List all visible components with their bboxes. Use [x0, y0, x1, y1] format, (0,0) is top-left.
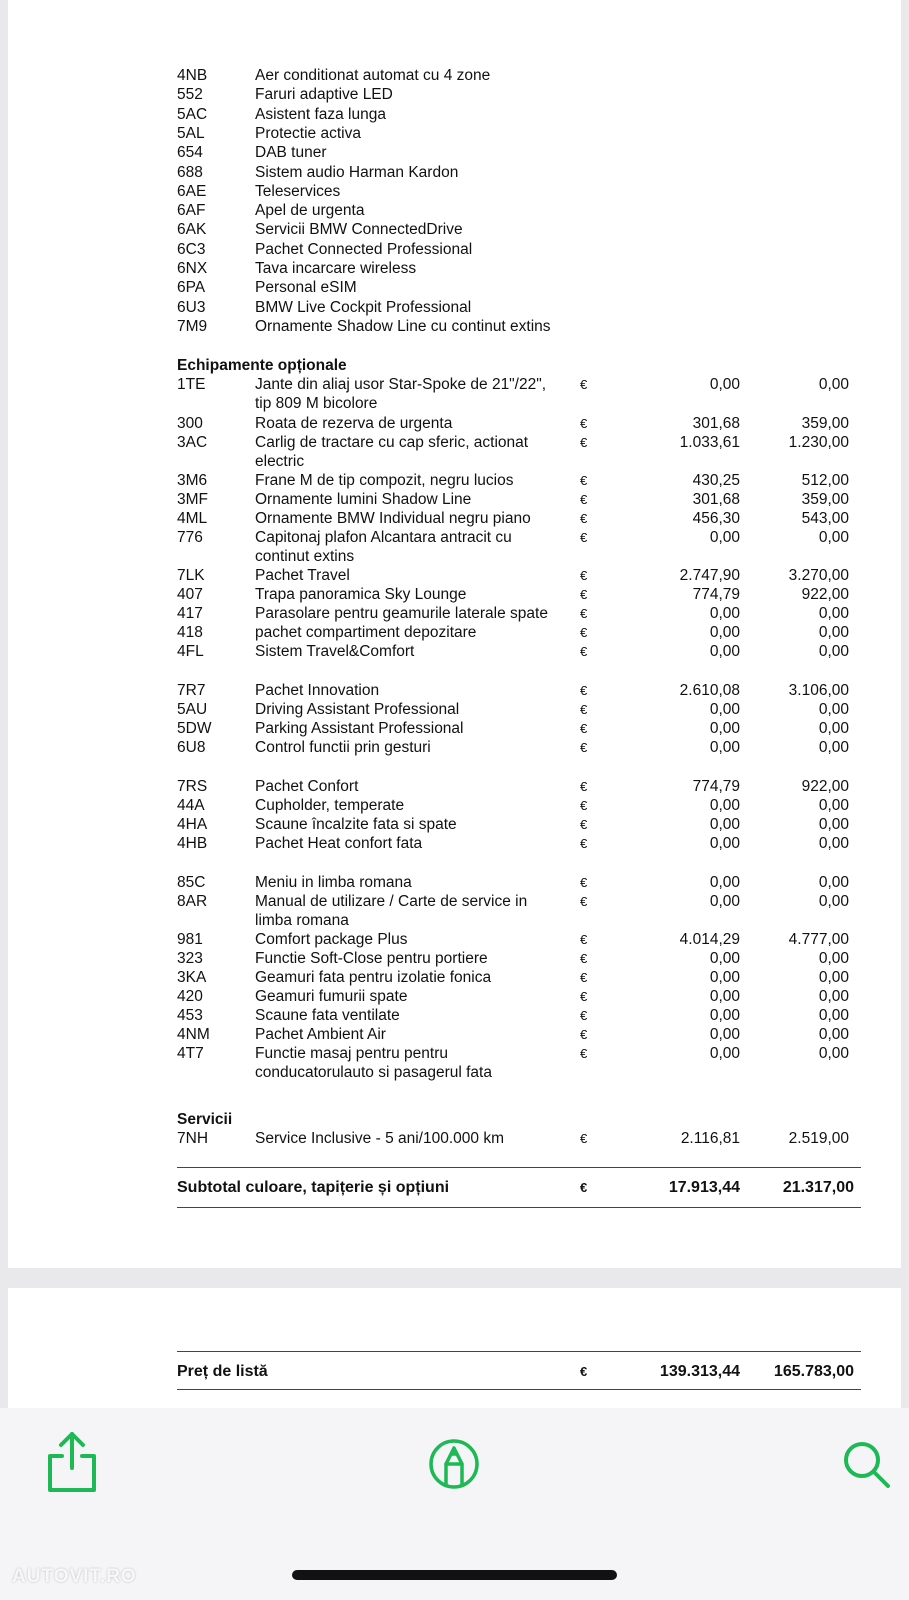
- subtotal-bottom-rule: [177, 1207, 861, 1208]
- standard-item-code: 7M9: [177, 318, 208, 335]
- option-price-gross: 0,00: [818, 624, 849, 641]
- option-currency: €: [580, 875, 588, 890]
- option-price-gross: 922,00: [801, 778, 849, 795]
- option-currency: €: [580, 377, 588, 392]
- option-price-net: 301,68: [692, 415, 740, 432]
- option-price-gross: 0,00: [818, 376, 849, 393]
- share-icon[interactable]: [44, 1430, 100, 1494]
- listprice-top-rule: [177, 1351, 861, 1352]
- list-price-currency: €: [580, 1364, 588, 1379]
- option-currency: €: [580, 683, 588, 698]
- option-price-net: 0,00: [709, 893, 740, 910]
- option-description: Jante din aliaj usor Star-Spoke de 21"/22",: [255, 376, 547, 393]
- option-description: Sistem Travel&Comfort: [255, 643, 415, 660]
- option-price-gross: 922,00: [801, 586, 849, 603]
- option-code: 3MF: [177, 491, 208, 508]
- standard-item-description: Apel de urgenta: [255, 202, 365, 219]
- watermark: AUTOVIT.RO: [12, 1566, 137, 1587]
- option-currency: €: [580, 932, 588, 947]
- option-description: Manual de utilizare / Carte de service in: [255, 893, 528, 910]
- option-currency: €: [580, 492, 588, 507]
- option-currency: €: [580, 951, 588, 966]
- option-description-continued: tip 809 M bicolore: [255, 395, 378, 412]
- option-price-net: 0,00: [709, 835, 740, 852]
- option-price-net: 0,00: [709, 376, 740, 393]
- option-code: 4NM: [177, 1026, 210, 1043]
- option-currency: €: [580, 587, 588, 602]
- option-price-net: 2.747,90: [679, 567, 740, 584]
- subtotal-label: Subtotal culoare, tapițerie și opțiuni: [177, 1179, 450, 1196]
- option-price-gross: 0,00: [818, 797, 849, 814]
- services-heading: Servicii: [177, 1111, 233, 1128]
- option-code: 7LK: [177, 567, 205, 584]
- option-description: Geamuri fumurii spate: [255, 988, 408, 1005]
- standard-item-code: 552: [177, 86, 203, 103]
- service-description: Service Inclusive - 5 ani/100.000 km: [255, 1130, 504, 1147]
- option-price-gross: 0,00: [818, 1007, 849, 1024]
- search-icon[interactable]: [842, 1440, 892, 1492]
- standard-item-description: Aer conditionat automat cu 4 zone: [255, 67, 491, 84]
- option-price-gross: 0,00: [818, 835, 849, 852]
- optional-equipment-heading: Echipamente opționale: [177, 357, 347, 374]
- option-price-gross: 0,00: [818, 1045, 849, 1062]
- option-price-net: 774,79: [692, 586, 740, 603]
- option-code: 4HA: [177, 816, 208, 833]
- option-price-net: 0,00: [709, 1026, 740, 1043]
- option-price-gross: 1.230,00: [788, 434, 849, 451]
- option-code: 3M6: [177, 472, 208, 489]
- option-code: 776: [177, 529, 203, 546]
- option-currency: €: [580, 989, 588, 1004]
- option-price-gross: 0,00: [818, 701, 849, 718]
- standard-item-description: Protectie activa: [255, 125, 361, 142]
- service-currency: €: [580, 1131, 588, 1146]
- option-price-gross: 0,00: [818, 529, 849, 546]
- option-currency: €: [580, 779, 588, 794]
- option-description: Ornamente lumini Shadow Line: [255, 491, 472, 508]
- listprice-bottom-rule: [177, 1389, 861, 1390]
- option-code: 3KA: [177, 969, 207, 986]
- standard-item-code: 688: [177, 164, 203, 181]
- option-price-net: 0,00: [709, 739, 740, 756]
- option-code: 44A: [177, 797, 205, 814]
- standard-item-description: Pachet Connected Professional: [255, 241, 473, 258]
- option-code: 420: [177, 988, 203, 1005]
- option-price-gross: 359,00: [801, 415, 849, 432]
- option-price-gross: 359,00: [801, 491, 849, 508]
- option-description: Ornamente BMW Individual negru piano: [255, 510, 531, 527]
- option-code: 5AU: [177, 701, 208, 718]
- option-price-net: 0,00: [709, 1007, 740, 1024]
- standard-item-code: 654: [177, 144, 203, 161]
- option-price-gross: 0,00: [818, 950, 849, 967]
- option-price-net: 0,00: [709, 950, 740, 967]
- option-code: 407: [177, 586, 203, 603]
- option-price-net: 1.033,61: [679, 434, 740, 451]
- option-code: 4HB: [177, 835, 208, 852]
- list-price-net: 139.313,44: [659, 1363, 740, 1380]
- standard-item-code: 6AE: [177, 183, 207, 200]
- home-indicator[interactable]: [292, 1570, 617, 1580]
- option-description: Scaune fata ventilate: [255, 1007, 400, 1024]
- option-currency: €: [580, 702, 588, 717]
- option-currency: €: [580, 798, 588, 813]
- option-price-net: 301,68: [692, 491, 740, 508]
- option-price-gross: 0,00: [818, 874, 849, 891]
- option-code: 4T7: [177, 1045, 204, 1062]
- option-code: 3AC: [177, 434, 208, 451]
- standard-item-code: 6NX: [177, 260, 208, 277]
- option-description: Parasolare pentru geamurile laterale spate: [255, 605, 548, 622]
- option-currency: €: [580, 568, 588, 583]
- option-currency: €: [580, 625, 588, 640]
- option-code: 1TE: [177, 376, 206, 393]
- standard-item-description: Teleservices: [255, 183, 341, 200]
- option-price-gross: 3.270,00: [788, 567, 849, 584]
- option-code: 7RS: [177, 778, 208, 795]
- option-currency: €: [580, 530, 588, 545]
- option-description: Functie Soft-Close pentru portiere: [255, 950, 488, 967]
- option-description-continued: continut extins: [255, 548, 355, 565]
- subtotal-currency: €: [580, 1180, 588, 1195]
- option-price-gross: 4.777,00: [788, 931, 849, 948]
- service-code: 7NH: [177, 1130, 209, 1147]
- option-price-gross: 0,00: [818, 720, 849, 737]
- standard-item-description: Servicii BMW ConnectedDrive: [255, 221, 463, 238]
- option-price-gross: 0,00: [818, 643, 849, 660]
- standard-item-description: Faruri adaptive LED: [255, 86, 393, 103]
- option-price-net: 0,00: [709, 605, 740, 622]
- option-price-gross: 0,00: [818, 605, 849, 622]
- option-code: 417: [177, 605, 203, 622]
- standard-item-description: BMW Live Cockpit Professional: [255, 299, 472, 316]
- option-description: Functie masaj pentru pentru: [255, 1045, 448, 1062]
- markup-pen-icon[interactable]: [428, 1438, 480, 1490]
- option-description: pachet compartiment depozitare: [255, 624, 477, 641]
- standard-item-code: 6AF: [177, 202, 206, 219]
- option-description: Pachet Heat confort fata: [255, 835, 423, 852]
- subtotal-top-rule: [177, 1167, 861, 1168]
- option-price-gross: 0,00: [818, 816, 849, 833]
- option-price-net: 4.014,29: [679, 931, 740, 948]
- option-description: Roata de rezerva de urgenta: [255, 415, 453, 432]
- option-description: Pachet Ambient Air: [255, 1026, 386, 1043]
- option-description: Pachet Confort: [255, 778, 359, 795]
- option-currency: €: [580, 721, 588, 736]
- option-currency: €: [580, 1046, 588, 1061]
- option-currency: €: [580, 416, 588, 431]
- option-description: Pachet Innovation: [255, 682, 380, 699]
- option-price-gross: 3.106,00: [788, 682, 849, 699]
- subtotal-net: 17.913,44: [668, 1179, 740, 1196]
- option-currency: €: [580, 970, 588, 985]
- option-price-net: 0,00: [709, 720, 740, 737]
- option-price-net: 0,00: [709, 797, 740, 814]
- standard-item-code: 6AK: [177, 221, 207, 238]
- option-price-net: 774,79: [692, 778, 740, 795]
- option-price-net: 0,00: [709, 529, 740, 546]
- option-code: 8AR: [177, 893, 208, 910]
- option-code: 300: [177, 415, 203, 432]
- option-price-net: 0,00: [709, 1045, 740, 1062]
- standard-item-code: 5AL: [177, 125, 205, 142]
- option-price-net: 0,00: [709, 701, 740, 718]
- list-price-label: Preț de listă: [177, 1363, 268, 1380]
- option-currency: €: [580, 817, 588, 832]
- option-price-net: 0,00: [709, 624, 740, 641]
- option-currency: €: [580, 740, 588, 755]
- list-price-gross: 165.783,00: [773, 1363, 854, 1380]
- standard-item-code: 6PA: [177, 279, 206, 296]
- option-description: Comfort package Plus: [255, 931, 408, 948]
- option-description-continued: limba romana: [255, 912, 349, 929]
- option-currency: €: [580, 1027, 588, 1042]
- option-code: 6U8: [177, 739, 206, 756]
- option-code: 4FL: [177, 643, 204, 660]
- option-code: 418: [177, 624, 203, 641]
- service-price-gross: 2.519,00: [788, 1130, 849, 1147]
- option-price-net: 0,00: [709, 988, 740, 1005]
- option-description: Pachet Travel: [255, 567, 350, 584]
- option-currency: €: [580, 511, 588, 526]
- option-price-gross: 512,00: [801, 472, 849, 489]
- option-code: 453: [177, 1007, 203, 1024]
- standard-item-description: Tava incarcare wireless: [255, 260, 417, 277]
- option-price-net: 430,25: [692, 472, 740, 489]
- standard-item-code: 6C3: [177, 241, 206, 258]
- option-code: 323: [177, 950, 203, 967]
- option-currency: €: [580, 435, 588, 450]
- option-description: Frane M de tip compozit, negru lucios: [255, 472, 514, 489]
- option-description: Cupholder, temperate: [255, 797, 405, 814]
- option-currency: €: [580, 606, 588, 621]
- option-price-gross: 0,00: [818, 739, 849, 756]
- option-description: Scaune încalzite fata si spate: [255, 816, 457, 833]
- document-page-2: [8, 1288, 901, 1428]
- option-currency: €: [580, 894, 588, 909]
- option-price-gross: 0,00: [818, 969, 849, 986]
- standard-item-description: Personal eSIM: [255, 279, 357, 296]
- option-description: Driving Assistant Professional: [255, 701, 460, 718]
- standard-item-code: 6U3: [177, 299, 206, 316]
- option-description: Geamuri fata pentru izolatie fonica: [255, 969, 492, 986]
- standard-item-description: Ornamente Shadow Line cu continut extins: [255, 318, 551, 335]
- option-price-net: 0,00: [709, 874, 740, 891]
- option-price-gross: 0,00: [818, 893, 849, 910]
- option-currency: €: [580, 644, 588, 659]
- standard-item-description: Asistent faza lunga: [255, 106, 386, 123]
- option-description-continued: electric: [255, 453, 305, 470]
- option-description: Parking Assistant Professional: [255, 720, 464, 737]
- option-code: 4ML: [177, 510, 208, 527]
- service-price-net: 2.116,81: [680, 1130, 740, 1147]
- option-price-gross: 0,00: [818, 1026, 849, 1043]
- option-code: 981: [177, 931, 203, 948]
- option-description: Carlig de tractare cu cap sferic, actionat: [255, 434, 529, 451]
- option-price-net: 0,00: [709, 969, 740, 986]
- standard-item-code: 4NB: [177, 67, 208, 84]
- option-currency: €: [580, 473, 588, 488]
- standard-item-description: DAB tuner: [255, 144, 327, 161]
- option-price-net: 2.610,08: [679, 682, 740, 699]
- option-price-net: 0,00: [709, 643, 740, 660]
- option-description-continued: conducatorulauto si pasagerul fata: [255, 1064, 492, 1081]
- option-currency: €: [580, 836, 588, 851]
- standard-item-description: Sistem audio Harman Kardon: [255, 164, 459, 181]
- option-price-net: 0,00: [709, 816, 740, 833]
- option-code: 5DW: [177, 720, 212, 737]
- subtotal-gross: 21.317,00: [782, 1179, 854, 1196]
- option-description: Meniu in limba romana: [255, 874, 412, 891]
- option-description: Capitonaj plafon Alcantara antracit cu: [255, 529, 512, 546]
- option-code: 85C: [177, 874, 206, 891]
- option-code: 7R7: [177, 682, 206, 699]
- option-price-gross: 543,00: [801, 510, 849, 527]
- option-description: Control functii prin gesturi: [255, 739, 431, 756]
- standard-item-code: 5AC: [177, 106, 208, 123]
- option-currency: €: [580, 1008, 588, 1023]
- option-price-net: 456,30: [692, 510, 740, 527]
- option-description: Trapa panoramica Sky Lounge: [255, 586, 467, 603]
- option-price-gross: 0,00: [818, 988, 849, 1005]
